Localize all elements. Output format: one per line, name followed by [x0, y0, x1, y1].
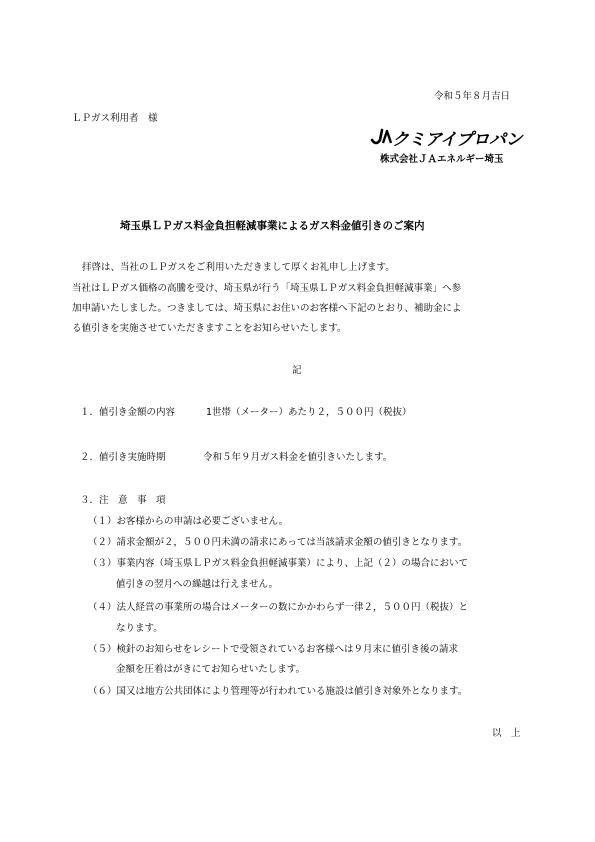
note-6: （６）国又は地方公共団体により管理等が行われている施設は値引き対象外となります。 — [88, 686, 468, 697]
document-title: 埼玉県ＬＰガス料金負担軽減事業によるガス料金値引きのご案内 — [120, 220, 425, 232]
item-1-value: 1世帯（メーター）あたり２，５００円（税抜） — [206, 407, 412, 418]
item-3-label: ３．注 意 事 項 — [80, 495, 166, 506]
item-1-label: １．値引き金額の内容 — [80, 407, 176, 418]
body-line-4: る値引きを実施させていただきますことをお知らせいたします。 — [72, 323, 347, 334]
ki-heading: 記 — [292, 365, 302, 376]
body-line-2: 当社はＬＰガス価格の高騰を受け、埼玉県が行う「埼玉県ＬＰガス料金負担軽減事業」へ参 — [72, 283, 462, 294]
brand-name: クミアイプロパン — [392, 130, 522, 150]
note-2: （２）請求金額が２，５００円未満の請求にあっては当該請求金額の値引きとなります。 — [88, 537, 468, 548]
item-2-label: ２．値引き実施時期 — [80, 452, 166, 463]
note-5b: 金額を圧着はがきにてお知らせいたします。 — [116, 664, 305, 675]
note-3b: 値引きの翌月への繰越は行えません。 — [116, 579, 279, 590]
note-4b: なります。 — [116, 623, 163, 634]
body-line-3: 加申請いたしました。つきましては、埼玉県にお住いのお客様へ下記のとおり、補助金によ — [72, 303, 462, 314]
company-logo — [370, 124, 522, 148]
note-3a: （３）事業内容（埼玉県ＬＰガス料金負担軽減事業）により、上記（２）の場合において — [88, 558, 469, 569]
ja-mark-icon — [370, 125, 392, 147]
body-line-1: 拝啓は、当社のＬＰガスをご利用いただきまして厚くお礼申し上げます。 — [82, 262, 395, 273]
note-1: （１）お客様からの申請は必要ございません。 — [88, 516, 289, 527]
company-name: 株式会社ＪＡエネルギー埼玉 — [380, 154, 504, 165]
note-5a: （５）検針のお知らせをレシートで受領されているお客様へは９月末に値引き後の請求 — [88, 644, 458, 655]
date: 令和５年８月吉日 — [434, 91, 511, 102]
item-2-value: 令和５年９月ガス料金を値引きいたします。 — [203, 452, 393, 463]
closing: 以 上 — [492, 728, 521, 739]
recipient: ＬＰガス利用者 様 — [72, 113, 158, 124]
note-4a: （４）法人経営の事業所の場合はメーターの数にかかわらず一律２，５００円（税抜）と — [88, 602, 469, 613]
